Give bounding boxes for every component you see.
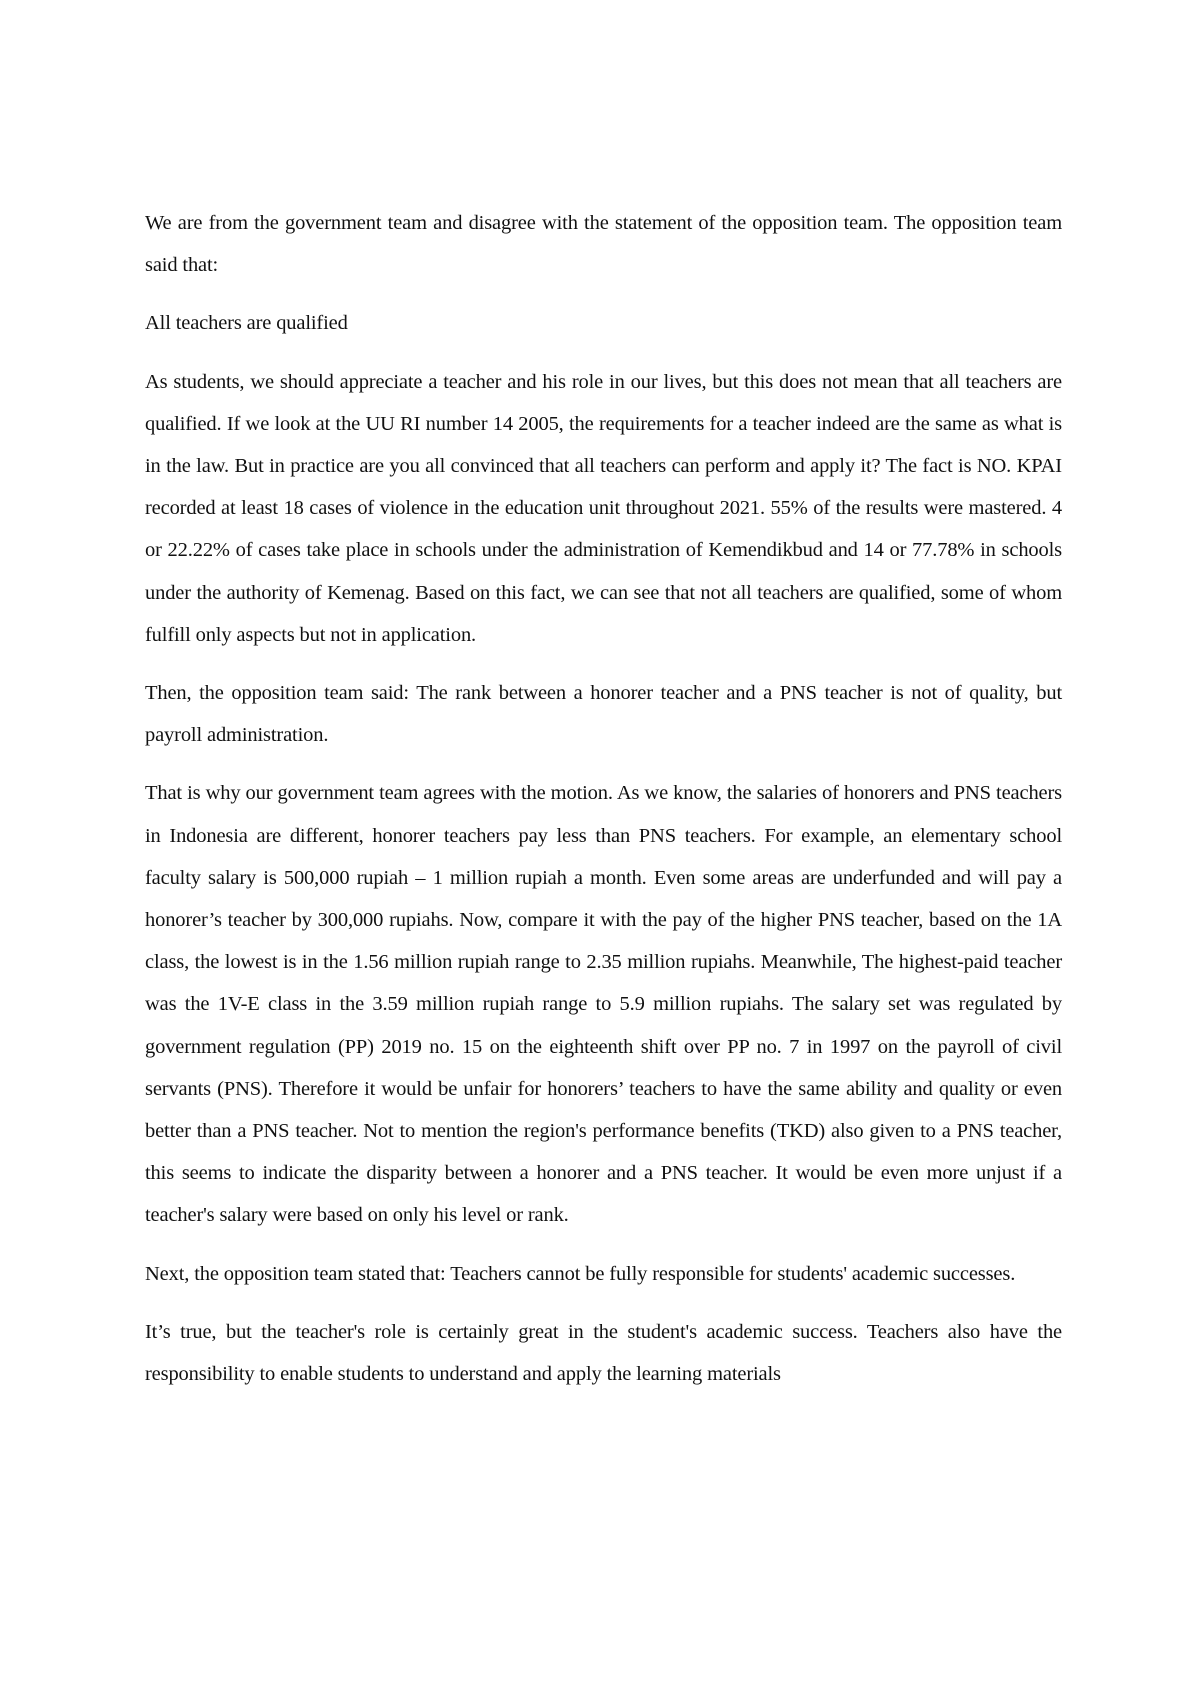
document-body — [145, 202, 1062, 1411]
claim-paragraph-responsibility: Next, the opposition team stated that: Teachers cannot be fully responsible for students' academic successes. — [145, 1262, 1016, 1285]
rebuttal-paragraph-responsibility: It’s true, but the teacher's role is certainly great in the student's academic success. Teachers also have the responsibility to enable students to understand and apply the learning materials — [145, 1320, 1062, 1386]
rebuttal-paragraph-qualified: As students, we should appreciate a teacher and his role in our lives, but this does not mean that all teachers are qualified. If we look at the UU RI number 14 2005, the requirements for a teacher indeed are the same as what is in the law. But in practice are you all convinced that all teachers can perform and apply it? The fact is NO. KPAI recorded at least 18 cases of violence in the education unit throughout 2021. 55% of the results were mastered. 4 or 22.22% of cases take place in schools under the administration of Kemendikbud and 14 or 77.78% in schools under the authority of Kemenag. Based on this fact, we can see that not all teachers are qualified, some of whom fulfill only aspects but not in application. — [145, 370, 1062, 646]
claim-paragraph-rank: Then, the opposition team said: The rank between a honorer teacher and a PNS teacher is not of quality, but payroll administration. — [145, 682, 1062, 747]
claim-heading-qualified: All teachers are qualified — [145, 312, 348, 335]
rebuttal-paragraph-salary: That is why our government team agrees with the motion. As we know, the salaries of honorers and PNS teachers in Indonesia are different, honorer teachers pay less than PNS teachers. For example, an elementary school faculty salary is 500,000 rupiah – 1 million rupiah a month. Even some areas are underfunded and will pay a honorer’s teacher by 300,000 rupiahs. Now, compare it with the pay of the higher PNS teacher, based on the 1A class, the lowest is in the 1.56 million rupiah range to 2.35 million rupiahs. Meanwhile, The highest-paid teacher was the 1V-E class in the 3.59 million rupiah range to 5.9 million rupiahs. The salary set was regulated by government regulation (PP) 2019 no. 15 on the eighteenth shift over PP no. 7 in 1997 on the payroll of civil servants (PNS). Therefore it would be unfair for honorers’ teachers to have the same ability and quality or even better than a PNS teacher. Not to mention the region's performance benefits (TKD) also given to a PNS teacher, this seems to indicate the disparity between a honorer and a PNS teacher. It would be even more unjust if a teacher's salary were based on only his level or rank. — [145, 782, 1062, 1227]
intro-paragraph: We are from the government team and disagree with the statement of the opposition team. The opposition team said that: — [145, 212, 1062, 277]
